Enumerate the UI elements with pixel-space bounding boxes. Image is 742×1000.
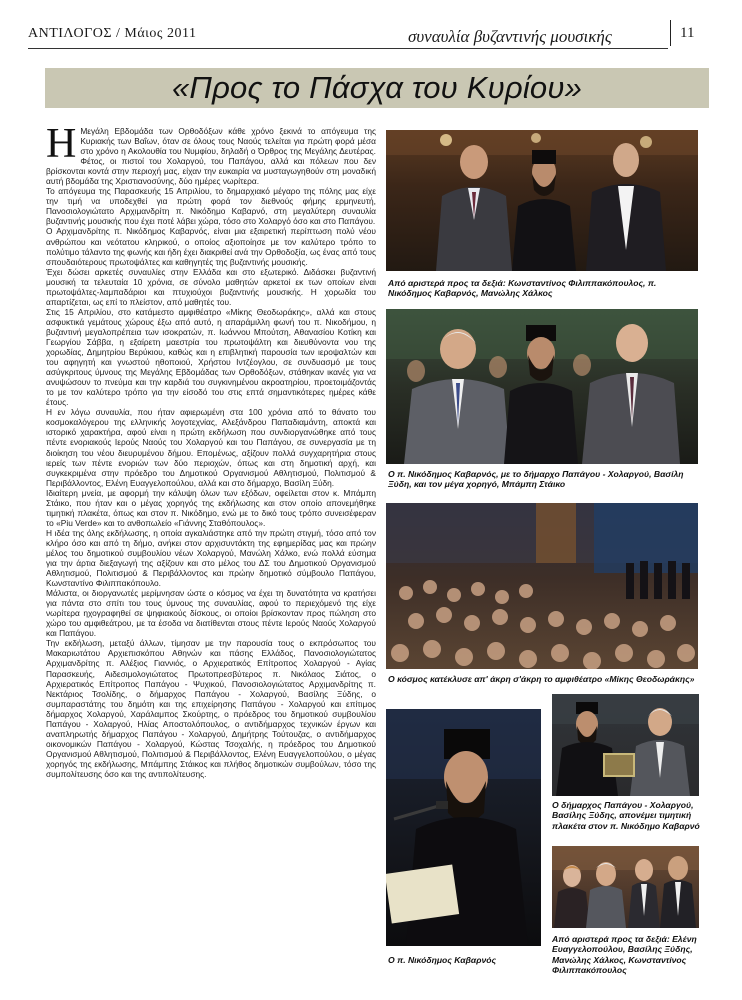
masthead: [28, 26, 196, 42]
photo-amphitheatre-crowd: [386, 503, 698, 669]
article-paragraph: Η ιδέα της όλης εκδήλωσης, η οποία αγκαλιάστηκε από την πρώτη στιγμή, τόσο από τον κλήρο όσο και από τη δήμο, ανήκει στον αρχισυντάκτη της εφημερίδας μας και πρώην μέλος του δημοτικού συμβουλίου νέων Χολαργού, Μανώλη Χάλκο, ενώ πολλά εύσημα για την άρτια διεξαγωγή της αξίζουν και στο μέλος του ΔΣ του Δημοτικού Οργανισμού Αθλητισμού, Πολιτισμού & Περιβάλλοντος και πρώην δημοτικό σύμβουλο Παπάγου, Κωνσταντίνο Φιλιππακόπουλο.: [46, 527, 376, 589]
article-paragraph: Ο Αρχιμανδρίτης π. Νικόδημος Καβαρνός, είναι μια εξαιρετική περίπτωση πολύ νέου ανθρώπου και νεότατου κληρικού, ο οποίος αξιοποίησε με τον καλύτερο τρόπο το πολύτιμο τάλαντο της φωνής και ήδη έχει διακριθεί ανά την Ορθοδοξία, ως ένας από τους σπουδαιότερους πρωτοψάλτες και καθηγητές της βυζαντινής μουσικής.: [46, 226, 376, 267]
article-title: «Προς το Πάσχα του Κυρίου»: [171, 70, 583, 105]
photo-three-men: [386, 130, 698, 271]
photo-priest-mayor-sponsor: [386, 309, 698, 464]
header-divider: [670, 20, 671, 46]
photo-caption: Από αριστερά προς τα δεξιά: Ελένη Ευαγγελοπούλου, Βασίλης Ξύδης, Μανώλης Χάλκος, Κωνσταντίνος Φιλιππακόπουλος: [552, 934, 697, 976]
article-paragraph: Η εν λόγω συναυλία, που ήταν αφιερωμένη στα 100 χρόνια από το θάνατο του κοσμοκαλόγερου της ελληνικής λογοτεχνίας, Αλεξάνδρου Παπαδιαμάντη, αποκτά και ιστορικό χαρακτήρα, αφού είναι η πρώτη εκδήλωση που συνδιοργανώθηκε από τους πέντε ενοριακούς Ιερούς Ναούς του Χολαργού και του Παπάγου, σε συνεργασία με τη διοίκηση του νέου διευρυμένου δήμου. Επομένως, αξίζουν πολλά συγχαρητήρια στους ιερείς των πέντε ενοριών των δύο περιοχών, όπως και στη δημοτική αρχή, και συγκεκριμένα στην πρόεδρο του Δημοτικού Οργανισμού Αθλητισμού, Πολιτισμού & Περιβάλλοντος, Ελένη Ευαγγελοπούλου, αλλά και στο δήμαρχο, Βασίλη Ξύδη.: [46, 407, 376, 488]
photo-illustration: [386, 709, 541, 946]
photo-caption: Ο π. Νικόδημος Καβαρνός, με το δήμαρχο Παπάγου - Χολαργού, Βασίλη Ξύδη, και τον μέγα χορηγό, Μπάμπη Στάικο: [388, 469, 684, 490]
page-number: 11: [680, 25, 695, 41]
photo-caption: Ο π. Νικόδημος Καβαρνός: [388, 955, 497, 965]
header-rule: [28, 48, 668, 49]
photo-priest-singing: [386, 709, 541, 946]
article-paragraph-text: Μεγάλη Εβδομάδα των Ορθοδόξων κάθε χρόνο ξεκινά το απόγευμα της Κυριακής των Βαΐων, όταν σε όλους τους Ναούς τελείται για πρώτη φορά μέσα στο χρόνο η Ακολουθία του Νυμφίου, δηλαδή ο Όρθρος της Μεγάλης Δευτέρας. Φέτος, οι πιστοί του Χολαργού, του Παπάγου, αλλά και πόλεων που δεν βρίσκονται κοντά στην περιοχή μας, είχαν την ευκαιρία να μυσταγωγηθούν στη μοναδική αυτή βδομάδα της Χριστιανοσύνης, δύο ημέρες νωρίτερα.: [46, 126, 376, 187]
photo-illustration: [386, 130, 698, 271]
photo-illustration: [386, 503, 698, 669]
article-paragraph: Στις 15 Απριλίου, στο κατάμεστο αμφιθέατρο «Μίκης Θεοδωράκης», αλλά και στους ασφυκτικά γεμάτους χώρους έξω από αυτό, η απαράμιλλη φωνή του π. Νικοδήμου, η βυζαντινή μεγαλοπρέπεια των ισοκρατών, π. Ιωάννου Μπούτση, Αθανασίου Κοτίκη και Γεωργίου Σάββα, η εξαίρετη μαεστρία του πρωτοψάλτη και διευθύνοντα νου της χορωδίας, Δημητρίου Βερύκιου, καθώς και η επιβλητική παρουσία των ιεροψαλτών και του αφηγητή και γνωστού ηθοποιού, Χρήστου Ιντζέογλου, σε συνδυασμό με τους ασύγκριτους ύμνους της Μεγάλης Εβδομάδας των Ορθοδόξων, στάθηκαν ικανές για να ανυψώσουν το πνεύμα και την καρδιά του συγκινημένου ακροατηρίου, προετοιμάζοντάς το με τον καλύτερο τρόπο για την είσοδό του στις επτά σημαντικότερες ημέρες κάθε έτους.: [46, 306, 376, 408]
article-body: [46, 126, 376, 988]
photo-illustration: [552, 846, 699, 928]
photo-four-people: [552, 846, 699, 928]
article-paragraph: Την εκδήλωση, μεταξύ άλλων, τίμησαν με την παρουσία τους ο εκπρόσωπος του Μακαριωτάτου Αρχιεπισκόπου Αθηνών και πάσης Ελλάδος, Πανοσιολογιώτατος Αρχιμανδρίτης π. Αλέξιος Γιαννιός, ο Αρχιερατικός Επίτροπος Χολαργού - Αγίας Παρασκευής, Αιδεσιμολογιώτατος Πρωτοπρεσβύτερος π. Νικόλαος Σιάτος, ο Αρχιερατικός Επίτροπος Παπάγου - Ψυχικού, Πανοσιολογιώτατος Αρχιμανδρίτης π. Νεκτάριος Τσολίδης, ο δήμαρχος Παπάγου - Χολαργού, Βασίλης Ξύδης, ο συμπαραστάτης του δημότη και της επιχείρησης Παπάγου - Χολαργού και επίτιμος δήμαρχος Χολαργού, Χαράλαμπος Σκούρτης, ο πρόεδρος του δημοτικού συμβουλίου Παπάγου - Χολαργού, Ηλίας Αποστολόπουλος, ο αντιδήμαρχος τεχνικών έργων και αναπληρωτής δήμαρχος Παπάγου - Χολαργού, Δημήτρης Τούτουζας, ο αντιδήμαρχος οικονομικών Παπάγου - Χολαργού, Κώστας Τσοχαλής, η πρόεδρος του Δημοτικού Οργανισμού Αθλητισμού, Πολιτισμού & Περιβάλλοντος, Ελένη Ευαγγελοπούλου, ο μέγας χορηγός της εκδήλωσης, Μπάμπης Στάικος και πλήθος δημοτικών συμβούλων, τόσο της συμπολίτευσης όσο και της αντιπολίτευσης.: [46, 638, 376, 779]
article-paragraph: [46, 126, 376, 186]
drop-cap: Η: [46, 126, 77, 167]
article-paragraph: Έχει δώσει αρκετές συναυλίες στην Ελλάδα και στο εξωτερικό. Διδάσκει βυζαντινή μουσική τα τελευταία 10 χρόνια, σε σύνολο μαθητών αρκετοί εκ των οποίων είναι πρωτοψάλτες-λαμπαδάριοι και πτυχιούχοι βυζαντινής μουσικής. Η χορωδία του απαρτίζεται, ως επί το πλείστον, από μαθητές του.: [46, 266, 376, 307]
article-paragraph: Ιδιαίτερη μνεία, με αφορμή την κάλυψη όλων των εξόδων, οφείλεται στον κ. Μπάμπη Στάικο, που ήταν και ο μέγας χορηγός της εκδήλωσης και στον οποίο απονεμήθηκε τιμητική πλακέτα, όπως και στον π. Νικόδημο, ενώ με το δικό τους τρόπο συνεισέφεραν το «Piu Verde» και το ανθοπωλείο «Γιάννης Σταθόπουλος».: [46, 487, 376, 528]
photo-illustration: [386, 309, 698, 464]
photo-caption: Ο δήμαρχος Παπάγου - Χολαργού, Βασίλης Ξύδης, απονέμει τιμητική πλακέτα στον π. Νικόδημο Καβαρνό: [552, 800, 700, 831]
article-paragraph: Το απόγευμα της Παρασκευής 15 Απριλίου, το δημαρχιακό μέγαρο της πόλης μας είχε την τιμή να υποδεχθεί για πρώτη φορά τον διεθνούς φήμης ερμηνευτή, Πανοσιολογιώτατο Αρχιμανδρίτη π. Νικόδημο Καβαρνό, στη μεγαλύτερη συναυλία βυζαντινής μουσικής που έχει ποτέ λάβει χώρα, τόσο στο Χολαργό όσο και στο Παπάγου.: [46, 186, 376, 227]
article-paragraph: Μάλιστα, οι διοργανωτές μερίμνησαν ώστε ο κόσμος να έχει τη δυνατότητα να κρατήσει για πάντα στο σπίτι του τους ύμνους της συναυλίας, αφού το περιεχόμενό της είχε νωρίτερα ηχογραφηθεί σε ψηφιακούς δίσκους, οι οποίοι βρίσκονταν προς πώληση στο χώρο του αμφιθεάτρου, με τα έσοδα να διατίθενται στους πέντε Ιερούς Ναούς Χολαργού και Παπάγου.: [46, 588, 376, 639]
page-header: [28, 18, 714, 46]
photo-caption: Ο κόσμος κατέκλυσε απ' άκρη σ'άκρη το αμφιθέατρο «Μίκης Θεοδωράκης»: [388, 674, 695, 684]
title-bar: [45, 68, 709, 108]
photo-plaque-award: [552, 694, 699, 796]
masthead-issue: / Μάιος 2011: [115, 26, 197, 41]
photo-illustration: [552, 694, 699, 796]
masthead-brand: ΑΝΤΙΛΟΓΟΣ: [28, 26, 112, 41]
photo-caption: Από αριστερά προς τα δεξιά: Κωνσταντίνος Φιλιππακόπουλος, π. Νικόδημος Καβαρνός, Μανώλης Χάλκος: [388, 278, 657, 299]
section-title: συναυλία βυζαντινής μουσικής: [408, 27, 612, 46]
